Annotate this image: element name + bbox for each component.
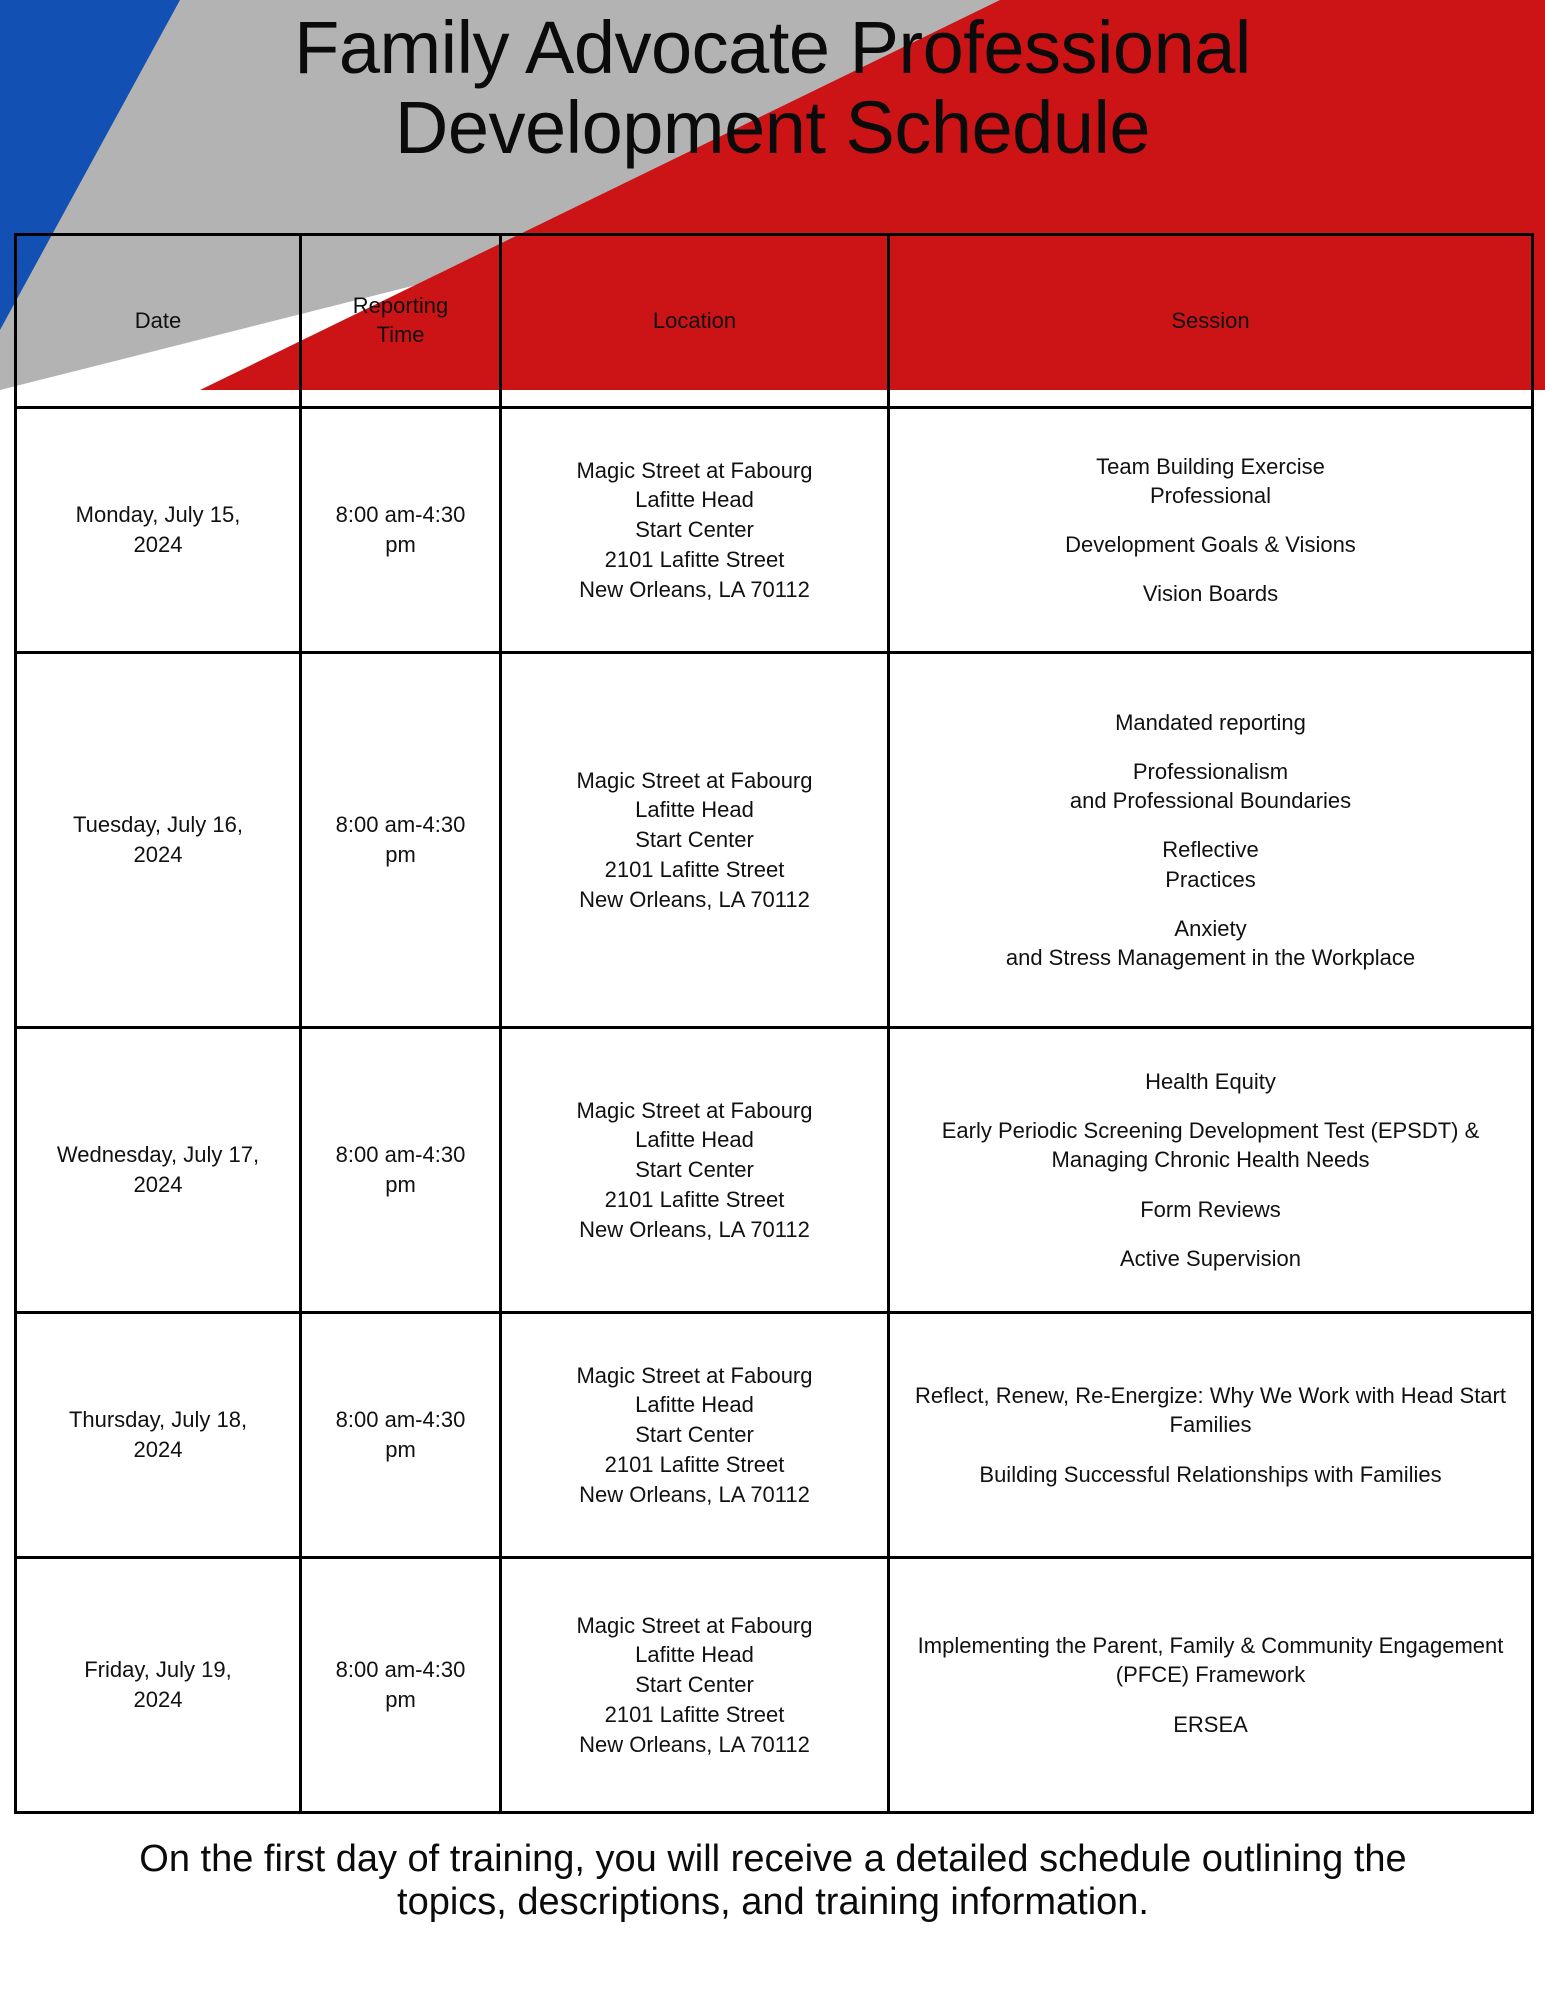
cell-date-line-1: Thursday, July 18,: [68, 1407, 248, 1433]
location-line: Magic Street at Fabourg: [576, 1097, 813, 1123]
column-header-date: Date: [16, 235, 301, 408]
location-line: Lafitte Head: [635, 797, 754, 823]
schedule-table: [14, 233, 1534, 1814]
location-line: New Orleans, LA 70112: [579, 576, 810, 602]
cell-date: [16, 1558, 301, 1813]
column-header-reporting-time: [301, 235, 501, 408]
session-item: Active Supervision: [1120, 1245, 1301, 1271]
session-item: Early Periodic Screening Development Test (EPSDT) & Managing Chronic Health Needs: [941, 1118, 1480, 1173]
session-item: Building Successful Relationships with Families: [979, 1461, 1442, 1487]
location-line: Start Center: [635, 517, 754, 543]
cell-reporting-time: [301, 653, 501, 1028]
cell-date: [16, 1028, 301, 1313]
cell-location: [501, 1313, 889, 1558]
session-item: Form Reviews: [1140, 1196, 1281, 1222]
cell-date-line-2: 2024: [133, 1437, 183, 1462]
cell-session: [889, 1558, 1533, 1813]
cell-location: [501, 1028, 889, 1313]
session-item: Vision Boards: [1142, 581, 1279, 607]
column-header-reporting-time-line-2: Time: [376, 322, 425, 347]
cell-time-line-2: pm: [385, 1172, 416, 1197]
location-line: Start Center: [635, 827, 754, 853]
location-line: 2101 Lafitte Street: [604, 1701, 785, 1727]
location-line: Start Center: [635, 1157, 754, 1183]
column-header-reporting-time-line-1: Reporting: [352, 293, 449, 319]
cell-time-line-1: 8:00 am-4:30: [335, 1407, 466, 1433]
table-row: [16, 1028, 1533, 1313]
cell-date-line-2: 2024: [133, 1687, 183, 1712]
cell-session: [889, 1313, 1533, 1558]
session-item: Reflective Practices: [1162, 837, 1259, 892]
cell-date-line-1: Wednesday, July 17,: [56, 1142, 260, 1168]
location-line: Magic Street at Fabourg: [576, 1612, 813, 1638]
cell-date: [16, 408, 301, 653]
cell-date-line-1: Friday, July 19,: [84, 1657, 232, 1683]
session-item: Team Building Exercise Professional: [1096, 453, 1325, 508]
location-line: Magic Street at Fabourg: [576, 457, 813, 483]
cell-location: [501, 408, 889, 653]
cell-reporting-time: [301, 1028, 501, 1313]
session-item: ERSEA: [1173, 1711, 1248, 1737]
location-line: New Orleans, LA 70112: [579, 886, 810, 912]
table-row: [16, 408, 1533, 653]
cell-time-line-2: pm: [385, 1687, 416, 1712]
location-line: Lafitte Head: [635, 487, 754, 513]
footer-note: [18, 1838, 1528, 1923]
session-item: Anxiety and Stress Management in the Workplace: [1005, 915, 1416, 970]
cell-location: [501, 653, 889, 1028]
cell-time-line-1: 8:00 am-4:30: [335, 1142, 466, 1168]
cell-time-line-2: pm: [385, 532, 416, 557]
footer-note-line-2: topics, descriptions, and training information.: [397, 1880, 1149, 1923]
table-row: [16, 653, 1533, 1028]
table-row: [16, 1313, 1533, 1558]
cell-date-line-2: 2024: [133, 842, 183, 867]
cell-location: [501, 1558, 889, 1813]
schedule-table-container: [14, 233, 1531, 1814]
session-item: Mandated reporting: [1115, 710, 1306, 736]
cell-date: [16, 653, 301, 1028]
table-header: [16, 235, 1533, 408]
cell-time-line-1: 8:00 am-4:30: [335, 502, 466, 528]
table-row: [16, 1558, 1533, 1813]
cell-time-line-2: pm: [385, 842, 416, 867]
footer-note-line-1: On the first day of training, you will receive a detailed schedule outlining the: [139, 1838, 1407, 1880]
cell-time-line-1: 8:00 am-4:30: [335, 812, 466, 838]
location-line: Lafitte Head: [635, 1392, 754, 1418]
cell-date-line-1: Monday, July 15,: [75, 502, 241, 528]
session-item: Development Goals & Visions: [1065, 532, 1356, 557]
location-line: New Orleans, LA 70112: [579, 1216, 810, 1242]
location-line: Lafitte Head: [635, 1127, 754, 1153]
location-line: Magic Street at Fabourg: [576, 1362, 813, 1388]
table-body: [16, 408, 1533, 1813]
cell-date-line-2: 2024: [133, 532, 183, 557]
page-title-line-1: Family Advocate Professional: [294, 6, 1251, 89]
table-header-row: [16, 235, 1533, 408]
location-line: New Orleans, LA 70112: [579, 1731, 810, 1757]
cell-time-line-2: pm: [385, 1437, 416, 1462]
location-line: 2101 Lafitte Street: [604, 1451, 785, 1477]
cell-session: [889, 653, 1533, 1028]
location-line: New Orleans, LA 70112: [579, 1481, 810, 1507]
location-line: Start Center: [635, 1422, 754, 1448]
column-header-session: Session: [889, 235, 1533, 408]
column-header-location: Location: [501, 235, 889, 408]
location-line: Magic Street at Fabourg: [576, 767, 813, 793]
location-line: 2101 Lafitte Street: [604, 546, 785, 572]
cell-date: [16, 1313, 301, 1558]
cell-reporting-time: [301, 1313, 501, 1558]
location-line: 2101 Lafitte Street: [604, 1186, 785, 1212]
cell-session: [889, 1028, 1533, 1313]
location-line: 2101 Lafitte Street: [604, 856, 785, 882]
location-line: Lafitte Head: [635, 1642, 754, 1668]
session-item: Reflect, Renew, Re-Energize: Why We Work with Head Start Families: [915, 1383, 1506, 1438]
cell-reporting-time: [301, 1558, 501, 1813]
session-item: Professionalism and Professional Boundaries: [1069, 759, 1352, 814]
cell-session: [889, 408, 1533, 653]
cell-time-line-1: 8:00 am-4:30: [335, 1657, 466, 1683]
session-item: Health Equity: [1145, 1069, 1276, 1095]
location-line: Start Center: [635, 1672, 754, 1698]
cell-date-line-1: Tuesday, July 16,: [73, 812, 243, 838]
cell-date-line-2: 2024: [133, 1172, 183, 1197]
session-item: Implementing the Parent, Family & Community Engagement (PFCE) Framework: [917, 1633, 1504, 1688]
page-title-line-2: Development Schedule: [394, 85, 1151, 169]
cell-reporting-time: [301, 408, 501, 653]
